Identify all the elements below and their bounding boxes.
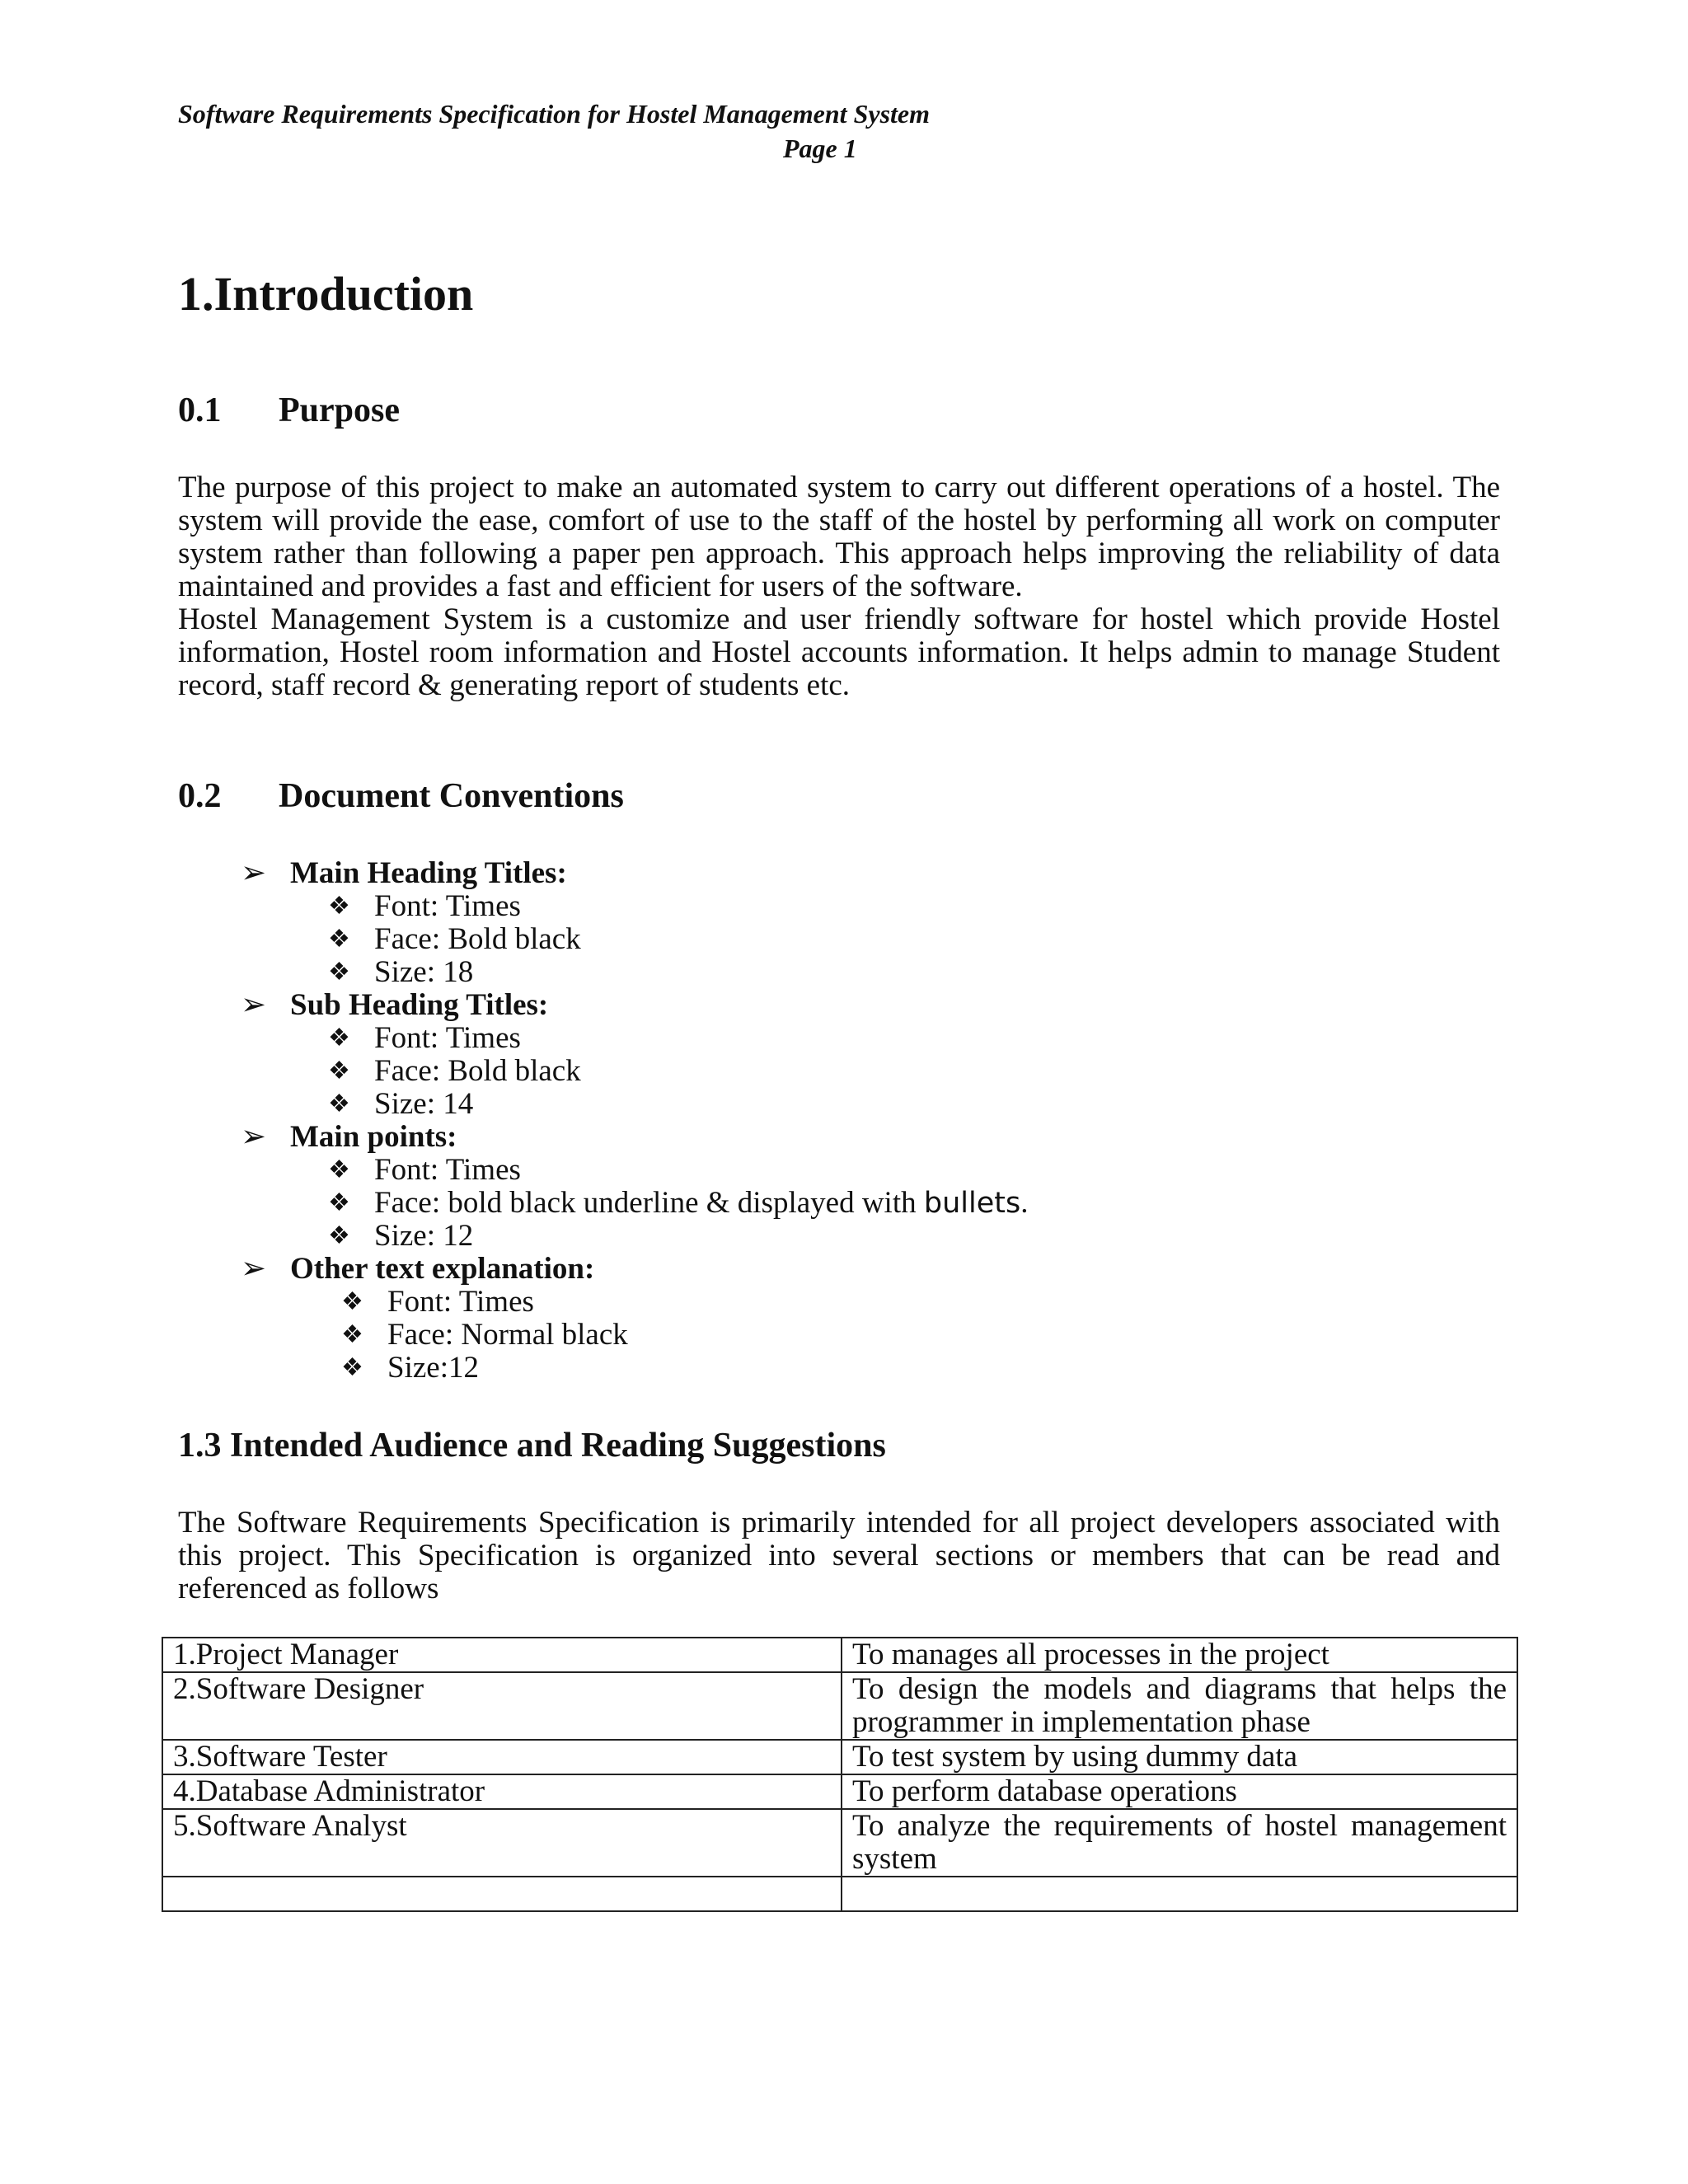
arrow-bullet-icon: ➢ — [241, 1252, 267, 1286]
convention-group-label: Sub Heading Titles: — [290, 988, 549, 1022]
empty-cell — [842, 1877, 1517, 1911]
table-row — [162, 1774, 1517, 1809]
role-cell: 4.Database Administrator — [162, 1774, 842, 1809]
section-number: 0.2 — [178, 777, 222, 815]
arrow-bullet-icon: ➢ — [241, 1120, 267, 1154]
table-row — [162, 1638, 1517, 1672]
arrow-bullet-icon: ➢ — [241, 856, 267, 890]
section-purpose-heading — [178, 389, 400, 432]
table-row-empty — [162, 1877, 1517, 1911]
chapter-title: 1.Introduction — [178, 267, 474, 321]
section-audience-heading: 1.3 Intended Audience and Reading Suggestions — [178, 1427, 886, 1465]
purpose-paragraph-2: Hostel Management System is a customize and user friendly software for hostel which provide Hostel information, Hostel room information and Hostel accounts information. It helps admin to manage Student record, staff record & generating report of students etc. — [178, 602, 1500, 702]
table-row — [162, 1809, 1517, 1877]
convention-group-label: Other text explanation: — [290, 1252, 595, 1286]
description-cell: To perform database operations — [842, 1774, 1517, 1809]
audience-table — [162, 1637, 1518, 1912]
section-conventions-heading — [178, 775, 624, 818]
diamond-bullet-icon: ❖ — [328, 1222, 350, 1249]
description-cell: To analyze the requirements of hostel management system — [842, 1809, 1517, 1877]
audience-paragraph: The Software Requirements Specification is primarily intended for all project developers associated with this project. This Specification is organized into several sections or members that can be read and referenced as follows — [178, 1506, 1500, 1605]
section-title: Purpose — [279, 391, 400, 429]
section-number: 0.1 — [178, 391, 222, 429]
table-row — [162, 1740, 1517, 1774]
diamond-bullet-icon: ❖ — [341, 1288, 363, 1315]
running-header-title: Software Requirements Specification for Hostel Management System — [178, 99, 930, 129]
section-title: Document Conventions — [279, 777, 624, 815]
role-cell: 5.Software Analyst — [162, 1809, 842, 1877]
diamond-bullet-icon: ❖ — [328, 958, 350, 986]
empty-cell — [162, 1877, 842, 1911]
purpose-text — [178, 471, 1500, 702]
diamond-bullet-icon: ❖ — [341, 1321, 363, 1348]
diamond-bullet-icon: ❖ — [328, 926, 350, 953]
diamond-bullet-icon: ❖ — [328, 893, 350, 920]
audience-text — [178, 1507, 1500, 1605]
convention-group-label: Main points: — [290, 1120, 457, 1154]
diamond-bullet-icon: ❖ — [328, 1156, 350, 1183]
diamond-bullet-icon: ❖ — [328, 1057, 350, 1085]
diamond-bullet-icon: ❖ — [328, 1090, 350, 1118]
description-cell: To manages all processes in the project — [842, 1638, 1517, 1672]
role-cell: 1.Project Manager — [162, 1638, 842, 1672]
diamond-bullet-icon: ❖ — [341, 1354, 363, 1381]
description-cell: To design the models and diagrams that helps the programmer in implementation phase — [842, 1672, 1517, 1740]
document-page: Software Requirements Specification for Hostel Management System Page 1 1.Introduction 0.1 Purpose The purpose of this project to make an automated system to carry out different operations of a hostel. The system will provide the ease, comfort of use to the staff of the hostel by performing all work on computer system rather than following a paper pen approach. This approach helps improving the reliability of data maintained and provides a fast and efficient for users of the software. Hostel Management System is a customize and user friendly software for hostel which provide Hostel information, Hostel room information and Hostel accounts information. It helps admin to manage Student record, staff record & generating report of students etc. 0.2 Document Conventions ➢ Main Heading Titles: ❖ Font: Times ❖ Face: Bold black ❖ Size: 18 ➢ Sub Heading Titles: ❖ Font: Times ❖ Face: Bold black ❖ Size: 14 ➢ Main points: ❖ Font: Times ❖ Face: bold black underline & displayed with bullets. ❖ Size: 12 ➢ Other text explanation: ❖ Font: Times ❖ Face: Normal black ❖ Size:12 1.3 Intended Audience and Reading Suggestions The Software Requirements Specification is primarily intended for all project developers associated with this project. This Specification is organized into several sections or members that can be read and referenced as follows 1.Project Manager To manages all processes in the project 2.Software Designer To design the models and diagrams that helps the programmer in implementation phase 3.Software Tester To test system by using dummy data 4.Database Administrator To perform database operations 5.Software Analyst To analyze the requirements of hostel management system — [0, 0, 1688, 2184]
description-cell: To test system by using dummy data — [842, 1740, 1517, 1774]
running-header-page: Page 1 — [783, 134, 857, 163]
role-cell: 3.Software Tester — [162, 1740, 842, 1774]
diamond-bullet-icon: ❖ — [328, 1189, 350, 1216]
role-cell: 2.Software Designer — [162, 1672, 842, 1740]
arrow-bullet-icon: ➢ — [241, 988, 267, 1022]
bullets-word: bullets — [923, 1187, 1021, 1220]
diamond-bullet-icon: ❖ — [328, 1024, 350, 1052]
purpose-paragraph-1: The purpose of this project to make an automated system to carry out different operations of a hostel. The system will provide the ease, comfort of use to the staff of the hostel by performing all work on computer system rather than following a paper pen approach. This approach helps improving the reliability of data maintained and provides a fast and efficient for users of the software. — [178, 471, 1500, 603]
table-row — [162, 1672, 1517, 1740]
convention-group-label: Main Heading Titles: — [290, 856, 567, 890]
